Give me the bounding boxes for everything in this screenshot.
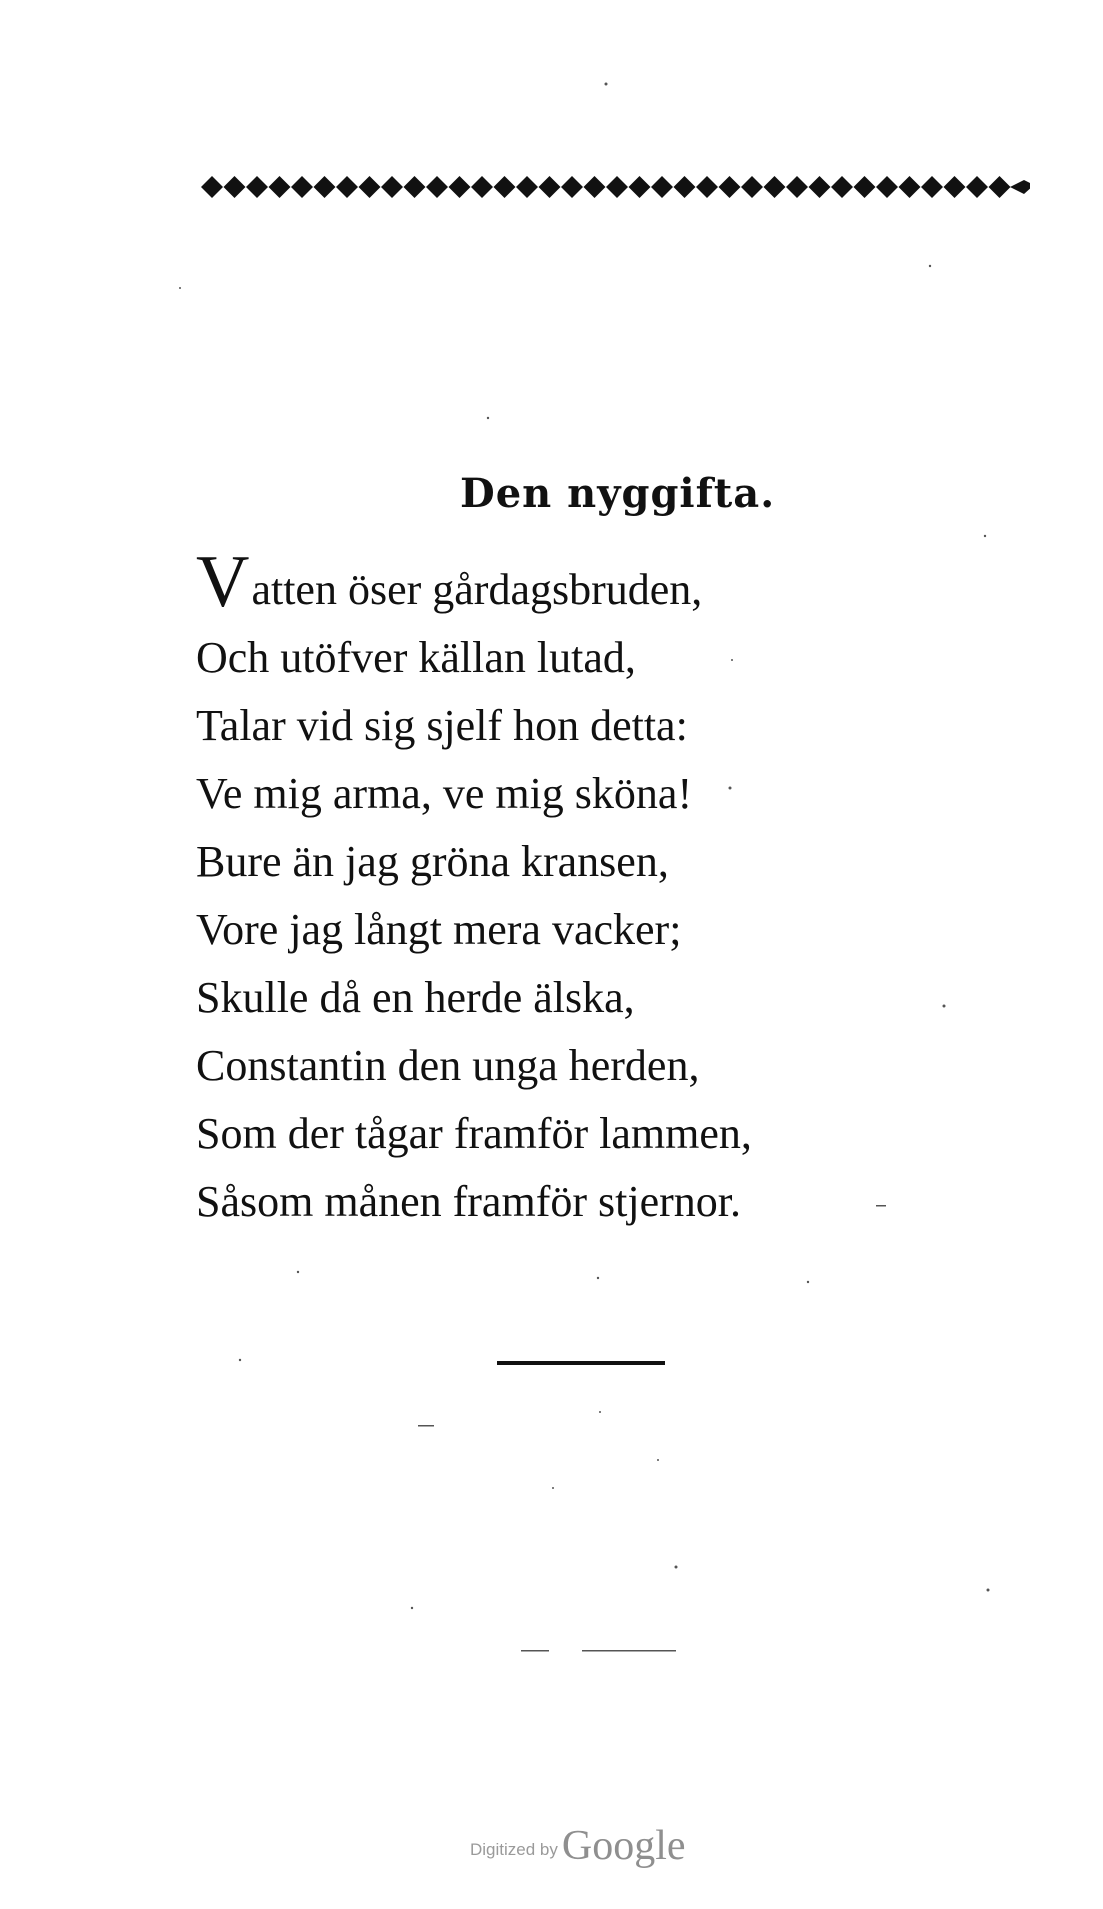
- ornament-diamond: [719, 176, 741, 198]
- ornament-diamond: [854, 176, 876, 198]
- ornament-diamond: [336, 176, 358, 198]
- ornament-diamond: [966, 176, 988, 198]
- ornament-diamond: [944, 176, 966, 198]
- ornament-diamond: [831, 176, 853, 198]
- ornament-diamond: [269, 176, 291, 198]
- poem-line-9: Som der tågar framför lammen,: [196, 1109, 752, 1158]
- poem-title: Den nyggifta.: [460, 470, 776, 517]
- ornament-diamond: [291, 176, 313, 198]
- ornament-diamond: [921, 176, 943, 198]
- digitized-watermark: [470, 1822, 686, 1870]
- ornament-diamond: [899, 176, 921, 198]
- poem-body: [196, 541, 896, 1236]
- poem-line-4: Ve mig arma, ve mig sköna!: [196, 769, 693, 818]
- poem-line-6: Vore jag långt mera vacker;: [196, 905, 682, 954]
- ornament-diamond: [201, 176, 223, 198]
- ornament-diamond: [584, 176, 606, 198]
- end-rule: [497, 1361, 665, 1365]
- ornament-diamond: [246, 176, 268, 198]
- ornament-diamond: [809, 176, 831, 198]
- poem-line-8: Constantin den unga herden,: [196, 1041, 700, 1090]
- poem-line-7: Skulle då en herde älska,: [196, 973, 635, 1022]
- ornamental-diamond-rule: [200, 172, 1030, 202]
- ornament-diamond: [674, 176, 696, 198]
- poem-line-3: Talar vid sig sjelf hon detta:: [196, 701, 688, 750]
- poem-line-5: Bure än jag gröna kransen,: [196, 837, 669, 886]
- poem-line-1: [196, 541, 896, 624]
- ornament-diamond: [426, 176, 448, 198]
- ornament-diamond: [764, 176, 786, 198]
- ornament-diamond: [224, 176, 246, 198]
- ornament-diamond: [741, 176, 763, 198]
- poem-line-2: Och utöfver källan lutad,: [196, 633, 636, 682]
- watermark-prefix: Digitized by: [470, 1840, 558, 1859]
- ornament-diamond: [989, 176, 1011, 198]
- ornament-diamond: [381, 176, 403, 198]
- ornament-end-tip: [1010, 180, 1030, 194]
- ornament-diamond: [786, 176, 808, 198]
- ornament-diamond: [404, 176, 426, 198]
- ornament-diamond: [471, 176, 493, 198]
- ornament-diamond: [494, 176, 516, 198]
- ornament-diamond: [606, 176, 628, 198]
- ornament-diamond: [516, 176, 538, 198]
- poem-line-1-text: atten öser gårdagsbruden,: [251, 565, 703, 614]
- ornament-diamond: [314, 176, 336, 198]
- google-logo: Google: [561, 1823, 686, 1869]
- ornament-diamond: [449, 176, 471, 198]
- ornament-diamond: [876, 176, 898, 198]
- ornament-diamond: [696, 176, 718, 198]
- ornament-diamond: [651, 176, 673, 198]
- ornament-diamond: [561, 176, 583, 198]
- poem-line-10: Såsom månen framför stjernor.: [196, 1177, 741, 1226]
- ornament-diamond: [359, 176, 381, 198]
- ornament-diamond: [539, 176, 561, 198]
- drop-cap: V: [196, 541, 250, 623]
- ornament-diamond: [629, 176, 651, 198]
